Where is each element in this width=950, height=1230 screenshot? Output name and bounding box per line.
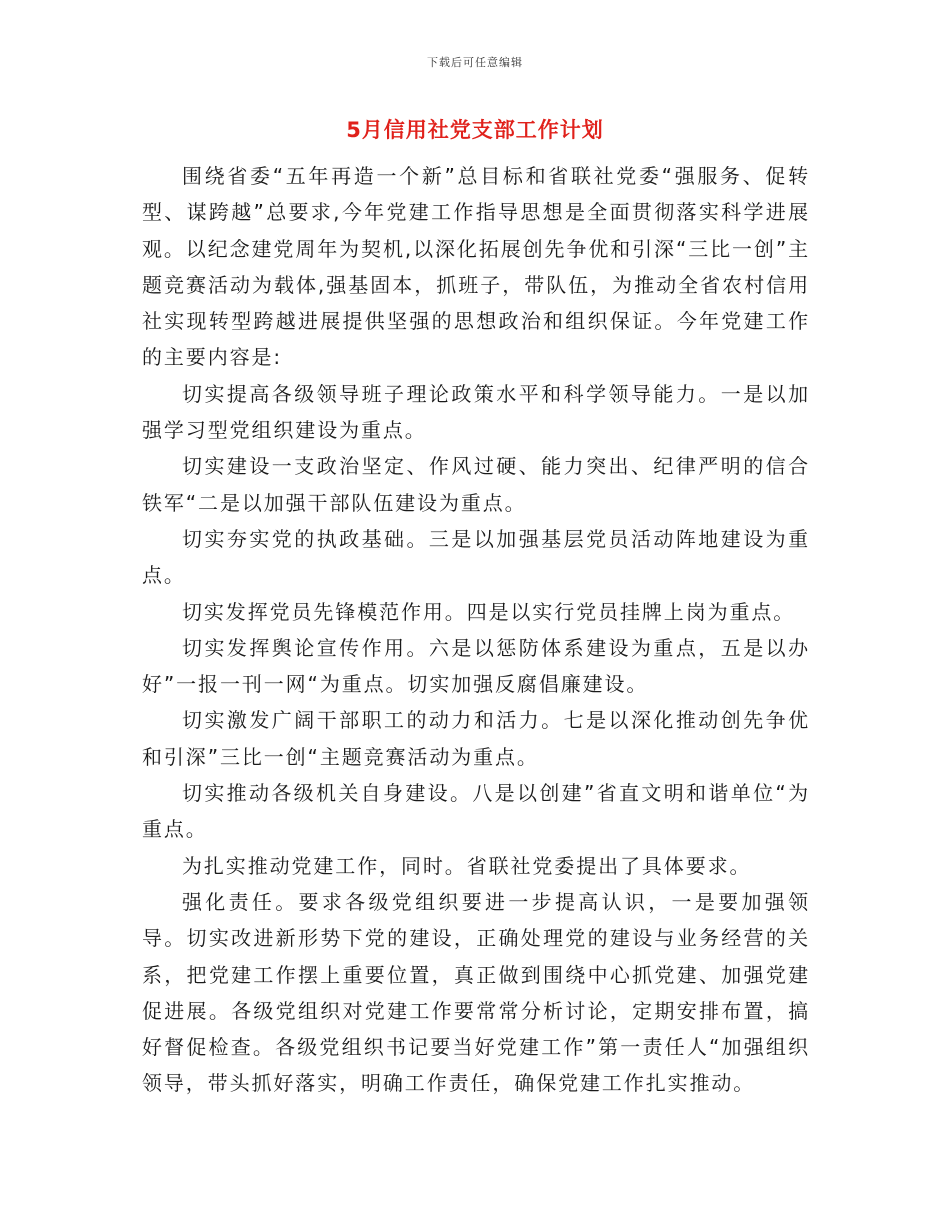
paragraph-requirements-intro: 为扎实推动党建工作，同时。省联社党委提出了具体要求。 (182, 853, 752, 878)
paragraph-intro: 围绕省委“五年再造一个新”总目标和省联社党委“强服务、促转型、谋跨越”总要求,今年党建工作指导思想是全面贯彻落实科学进展观。以纪念建党周年为契机,以深化拓展创先争优和引深“三比一创”主题竞赛活动为载体,强基固本，抓班子，带队伍，为推动全省农村信用社实现转型跨越进展提供坚强的思想政治和组织保证。今年党建工作的主要内容是: (142, 164, 810, 370)
document-body (142, 158, 810, 1102)
paragraph-item-2: 切实建设一支政治坚定、作风过硬、能力突出、纪律严明的信合铁军“二是以加强干部队伍建设为重点。 (142, 454, 810, 515)
paragraph-item-7: 切实推动各级机关自身建设。八是以创建”省直文明和谐单位“为重点。 (142, 781, 810, 842)
paragraph-item-3: 切实夯实党的执政基础。三是以加强基层党员活动阵地建设为重点。 (142, 526, 810, 588)
paragraph-strengthen-responsibility: 强化责任。要求各级党组织要进一步提高认识，一是要加强领导。切实改进新形势下党的建设，正确处理党的建设与业务经营的关系，把党建工作摆上重要位置，真正做到围绕中心抓党建、加强党建促进展。各级党组织对党建工作要常常分析讨论，定期安排布置，搞好督促检查。各级党组织书记要当好党建工作”第一责任人“加强组织领导，带头抓好落实，明确工作责任，确保党建工作扎实推动。 (142, 889, 810, 1096)
paragraph-item-4: 切实发挥党员先锋模范作用。四是以实行党员挂牌上岗为重点。 (182, 599, 796, 624)
paragraph-item-6: 切实激发广阔干部职工的动力和活力。七是以深化推动创先争优和引深”三比一创“主题竞赛活动为重点。 (142, 708, 810, 769)
paragraph-item-1: 切实提高各级领导班子理论政策水平和科学领导能力。一是以加强学习型党组织建设为重点。 (142, 381, 810, 443)
download-note: 下载后可任意编辑 (427, 56, 523, 69)
paragraph-item-5: 切实发挥舆论宣传作用。六是以惩防体系建设为重点，五是以办好”一报一刊一网“为重点。切实加强反腐倡廉建设。 (142, 635, 810, 697)
document-title: 5月信用社党支部工作计划 (346, 118, 604, 142)
